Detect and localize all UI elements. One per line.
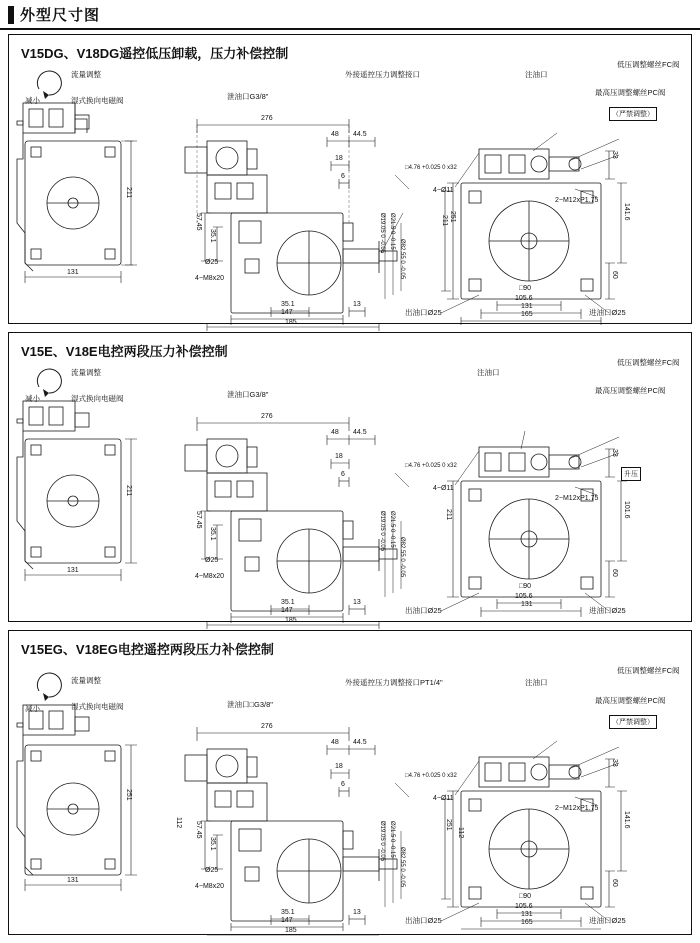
label-no-adjust: （严禁调整） <box>609 107 657 121</box>
dim-13: 13 <box>353 599 361 606</box>
label-low-pressure-screw: 低压调整螺丝FC阀 <box>617 666 680 675</box>
label-dia25: Ø25 <box>205 867 219 874</box>
dim-13: 13 <box>353 301 361 308</box>
page-header <box>0 0 700 30</box>
dim-276: 276 <box>261 115 273 122</box>
dim-211b: 211 <box>445 509 452 521</box>
dim-44-5: 44.5 <box>353 131 367 138</box>
label-bolt-4m8: 4−M8x20 <box>195 573 224 580</box>
dim-251: 251 <box>449 211 456 223</box>
header-divider <box>0 28 700 30</box>
dim-35-1b: 35.1 <box>281 909 295 916</box>
dim-d82-55: Ø82.55 0 -0.05 <box>399 537 405 578</box>
label-max-pressure-screw: 最高压调整螺丝PC阀 <box>595 386 666 395</box>
section-v15e <box>8 332 692 622</box>
dim-105-6: 105.6 <box>515 903 533 910</box>
label-bolt-4m8: 4−M8x20 <box>195 275 224 282</box>
dim-131b: 131 <box>521 601 533 608</box>
dim-44-5: 44.5 <box>353 739 367 746</box>
dim-35-1a: 35.1 <box>209 229 216 243</box>
label-inlet-port: 进油口Ø25 <box>589 606 626 615</box>
dim-48: 48 <box>331 131 339 138</box>
dim-101-6: 101.6 <box>623 501 630 519</box>
label-wet-solenoid-valve: 湿式换向电磁阀 <box>71 702 124 711</box>
label-hole-4d11: 4−Ø11 <box>433 485 454 492</box>
label-oil-fill-port: 注油口 <box>525 70 548 79</box>
label-flow-adjust: 流量调整 <box>71 70 101 79</box>
dim-18: 18 <box>335 155 343 162</box>
dim-48: 48 <box>331 429 339 436</box>
label-dia25: Ø25 <box>205 259 219 266</box>
dim-33: 33 <box>611 759 618 767</box>
label-bolt-4m8: 4−M8x20 <box>195 883 224 890</box>
dim-211a: 211 <box>125 187 132 199</box>
section-v15eg <box>8 630 692 935</box>
dim-276: 276 <box>261 413 273 420</box>
dim-112b: 112 <box>457 827 464 839</box>
label-keyway: □4.76 +0.025 0 x32 <box>405 165 457 171</box>
dim-6: 6 <box>341 173 345 180</box>
dim-131a: 131 <box>67 269 79 276</box>
dim-35-1a: 35.1 <box>209 527 216 541</box>
dim-165: 165 <box>521 919 533 926</box>
label-remote-pressure-port: 外接遥控压力调整接口PT1/4" <box>345 678 443 687</box>
label-thread-2m12: 2−M12xP1.75 <box>555 495 599 502</box>
dim-105-6: 105.6 <box>515 295 533 302</box>
dim-185: 185 <box>285 319 297 326</box>
dim-18: 18 <box>335 453 343 460</box>
dim-141-6: 141.6 <box>623 203 630 221</box>
label-thread-2m12: 2−M12xP1.75 <box>555 197 599 204</box>
dim-60: 60 <box>611 271 618 279</box>
dim-57-45: 57.45 <box>195 511 202 529</box>
label-remote-pressure-port: 外接遥控压力调整接口 <box>345 70 420 79</box>
drawing-vector-3 <box>9 659 691 934</box>
dim-60: 60 <box>611 879 618 887</box>
dim-33: 33 <box>611 151 618 159</box>
dim-276: 276 <box>261 723 273 730</box>
dim-131a: 131 <box>67 877 79 884</box>
dim-13: 13 <box>353 909 361 916</box>
dim-112a: 112 <box>175 817 182 829</box>
dim-131b: 131 <box>521 911 533 918</box>
label-no-adjust: （严禁调整） <box>609 715 657 729</box>
dim-185: 185 <box>285 617 297 624</box>
header-accent-bar <box>8 6 14 24</box>
label-low-pressure-screw: 低压调整螺丝FC阀 <box>617 60 680 69</box>
label-pressure-rise: 升压 <box>621 467 641 481</box>
dim-105-6: 105.6 <box>515 593 533 600</box>
label-flow-adjust: 流量调整 <box>71 368 101 377</box>
label-hole-4d11: 4−Ø11 <box>433 187 454 194</box>
section-title: V15E、V18E电控两段压力补偿控制 <box>21 344 228 359</box>
dim-165: 165 <box>521 311 533 318</box>
dim-d19-05: Ø19.05 0 -0.05 <box>379 821 385 862</box>
dim-131b: 131 <box>521 303 533 310</box>
label-hole-4d11: 4−Ø11 <box>433 795 454 802</box>
section-v15dg <box>8 34 692 324</box>
page-title: 外型尺寸图 <box>20 7 101 24</box>
dim-90: □90 <box>519 893 532 900</box>
dim-211b: 211 <box>441 215 448 227</box>
dim-18: 18 <box>335 763 343 770</box>
dim-35-1b: 35.1 <box>281 301 295 308</box>
label-dia25: Ø25 <box>205 557 219 564</box>
dim-d21-5: Ø21.5 0 -0.15 <box>389 511 395 548</box>
label-outlet-port: 出油口Ø25 <box>405 308 442 317</box>
dim-d82-55: Ø82.55 0 -0.05 <box>399 847 405 888</box>
label-thread-2m12: 2−M12xP1.75 <box>555 805 599 812</box>
label-max-pressure-screw: 最高压调整螺丝PC阀 <box>595 88 666 97</box>
label-drain-port: 泄油口G3/8" <box>227 92 269 101</box>
dim-251b: 251 <box>445 819 452 831</box>
dim-6: 6 <box>341 781 345 788</box>
label-outlet-port: 出油口Ø25 <box>405 916 442 925</box>
dim-141-6: 141.6 <box>623 811 630 829</box>
dim-6: 6 <box>341 471 345 478</box>
dim-44-5: 44.5 <box>353 429 367 436</box>
dim-251: 251 <box>125 789 132 801</box>
dim-57-45: 57.45 <box>195 213 202 231</box>
label-keyway: □4.76 +0.025 0 x32 <box>405 463 457 469</box>
section-drawing <box>9 60 691 326</box>
label-keyway: □4.76 +0.025 0 x32 <box>405 773 457 779</box>
dim-90: □90 <box>519 285 532 292</box>
dim-147: 147 <box>281 607 293 614</box>
dim-60: 60 <box>611 569 618 577</box>
dim-d19-05: Ø19.05 0 -0.05 <box>379 511 385 552</box>
label-outlet-port: 出油口Ø25 <box>405 606 442 615</box>
label-flow-adjust: 流量调整 <box>71 676 101 685</box>
label-drain-port: 泄油口G3/8" <box>227 390 269 399</box>
dim-d19-05: Ø19.05 0 -0.05 <box>379 213 385 254</box>
dim-48: 48 <box>331 739 339 746</box>
dim-33: 33 <box>611 449 618 457</box>
label-oil-fill-port: 注油口 <box>525 678 548 687</box>
section-drawing <box>9 358 691 624</box>
section-title: V15EG、V18EG电控遥控两段压力补偿控制 <box>21 642 274 657</box>
dim-d82-55: Ø82.55 0 -0.05 <box>399 239 405 280</box>
label-inlet-port: 进油口Ø25 <box>589 916 626 925</box>
dim-211a: 211 <box>125 485 132 497</box>
dim-90: □90 <box>519 583 532 590</box>
label-decrease: 减小 <box>25 96 40 105</box>
label-decrease: 减小 <box>25 394 40 403</box>
dim-147: 147 <box>281 309 293 316</box>
section-title: V15DG、V18DG遥控低压卸载，压力补偿控制 <box>21 46 289 61</box>
label-drain-port: 泄油口□G3/8" <box>227 700 273 709</box>
dim-57-45: 57.45 <box>195 821 202 839</box>
label-oil-fill-port: 注油口 <box>477 368 500 377</box>
label-decrease: 减小 <box>25 704 40 713</box>
dim-d21-5: Ø21.5 0 -0.15 <box>389 821 395 858</box>
dim-d21-5: Ø21.5 0 -0.15 <box>389 213 395 250</box>
label-low-pressure-screw: 低压调整螺丝FC阀 <box>617 358 680 367</box>
dim-35-1a: 35.1 <box>209 837 216 851</box>
dim-185: 185 <box>285 927 297 934</box>
dim-35-1b: 35.1 <box>281 599 295 606</box>
dim-131a: 131 <box>67 567 79 574</box>
dim-147: 147 <box>281 917 293 924</box>
label-wet-solenoid-valve: 湿式换向电磁阀 <box>71 394 124 403</box>
label-inlet-port: 进油口Ø25 <box>589 308 626 317</box>
label-max-pressure-screw: 最高压调整螺丝PC阀 <box>595 696 666 705</box>
label-wet-solenoid-valve: 湿式换向电磁阀 <box>71 96 124 105</box>
section-drawing <box>9 659 691 934</box>
